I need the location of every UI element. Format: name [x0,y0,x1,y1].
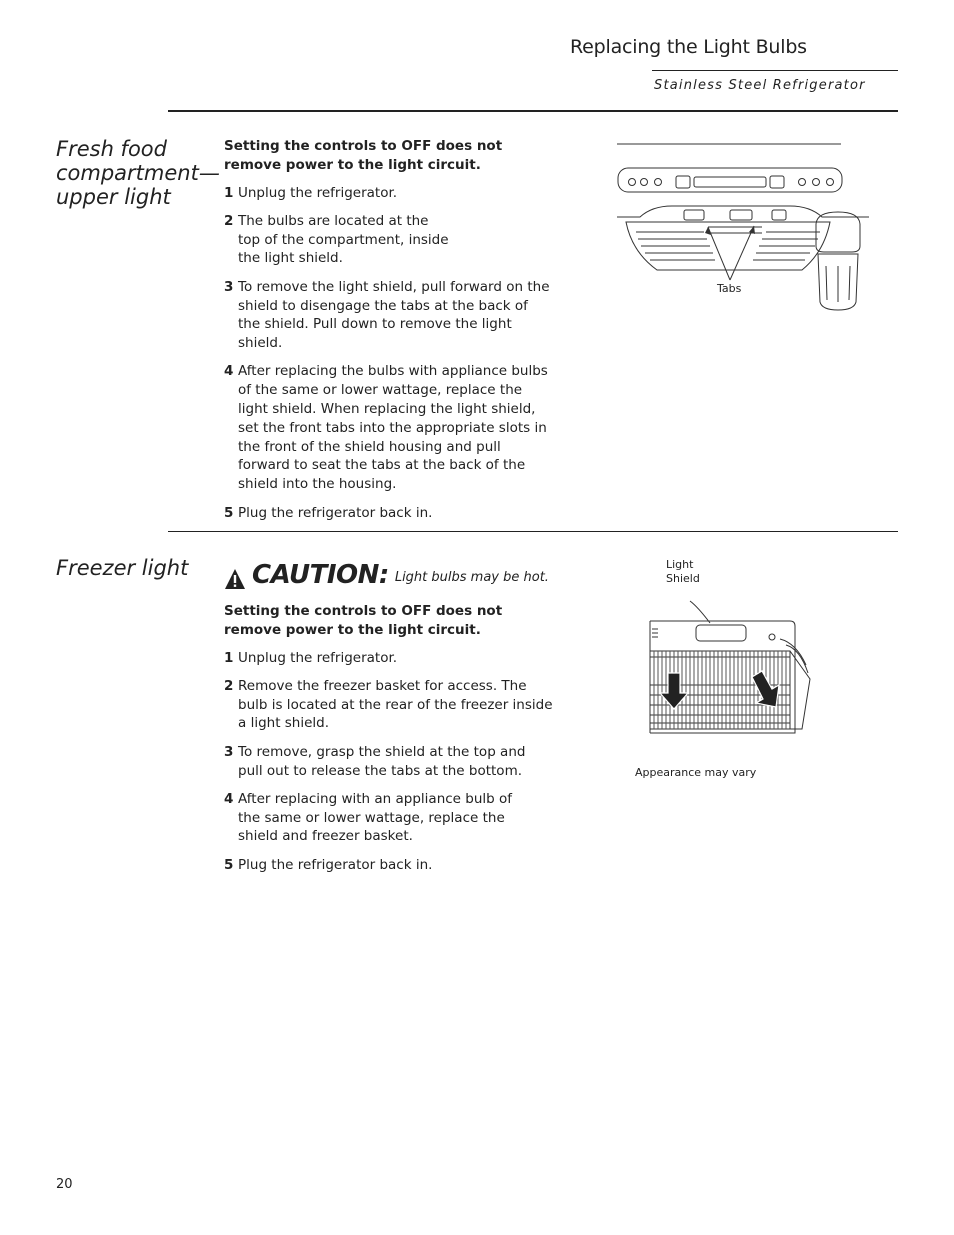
caution-heading: CAUTION: [252,560,389,590]
step-text: Unplug the refrigerator. [238,649,398,666]
section-divider-middle [168,531,898,532]
freezer-warning: Setting the controls to OFF does not remove power to the light circuit. [224,603,503,638]
fresh-food-step [224,212,554,268]
fresh-food-title-line: Fresh food [56,137,167,161]
step-number: 3 [224,278,234,295]
step-number: 2 [224,212,234,229]
step-text: The bulbs are located at the top of the compartment, inside the light shield. [238,212,449,267]
step-text: After replacing the bulbs with appliance bulbs of the same or lower wattage, replace the light shield. When replacing the light shield, set the front tabs into the appropriate slots in the front of the shield housing and pull forward to seat the tabs at the back of the shield into the housing. [238,363,548,493]
step-text: Unplug the refrigerator. [238,184,398,201]
step-number: 4 [224,363,234,380]
caution-banner [224,558,554,590]
upper-light-shield-illustration [612,140,874,320]
freezer-step [224,856,554,875]
freezer-instructions [224,558,554,884]
step-text: Plug the refrigerator back in. [238,504,433,521]
page-header-subtitle: Stainless Steel Refrigerator [654,78,866,93]
freezer-step [224,677,554,733]
light-shield-label [666,558,700,586]
fresh-food-step [224,278,554,353]
step-text: To remove the light shield, pull forward on the shield to disengage the tabs at the back of the shield. Pull down to remove the light shield. [238,278,550,352]
page-number: 20 [56,1177,73,1192]
fresh-food-step [224,362,554,494]
step-number: 4 [224,790,234,807]
header-divider [652,70,898,71]
step-number: 5 [224,504,234,521]
step-number: 5 [224,856,234,873]
freezer-step [224,790,554,846]
step-text: After replacing with an appliance bulb of the same or lower wattage, replace the shield and freezer basket. [238,790,513,845]
light-shield-label-line: Shield [666,572,700,585]
appearance-caption: Appearance may vary [635,766,757,779]
step-number: 3 [224,743,234,760]
fresh-food-step [224,184,554,203]
freezer-step [224,649,554,668]
step-number: 2 [224,677,234,694]
step-number: 1 [224,184,234,201]
down-arrow-icon [660,673,688,709]
fresh-food-step [224,504,554,523]
step-text: To remove, grasp the shield at the top and pull out to release the tabs at the bottom. [238,743,526,779]
tabs-label: Tabs [717,282,742,295]
freezer-step [224,743,554,781]
step-number: 1 [224,649,234,666]
step-text: Remove the freezer basket for access. The bulb is located at the rear of the freezer inside a light shield. [238,677,553,732]
section-divider-top [168,110,898,112]
fresh-food-instructions [224,137,554,532]
freezer-light-shield-illustration [640,585,816,735]
light-shield-label-line: Light [666,558,694,571]
freezer-section-title: Freezer light [56,556,189,580]
fresh-food-title-line: compartment— [56,161,220,185]
step-text: Plug the refrigerator back in. [238,856,433,873]
diagonal-arrow-icon [752,671,779,707]
fresh-food-section-title [56,137,220,209]
fresh-food-title-line: upper light [56,185,171,209]
fresh-food-warning: Setting the controls to OFF does not remove power to the light circuit. [224,138,503,173]
caution-note: Light bulbs may be hot. [394,570,549,585]
warning-triangle-icon [224,568,246,590]
page-header-title: Replacing the Light Bulbs [570,36,807,58]
